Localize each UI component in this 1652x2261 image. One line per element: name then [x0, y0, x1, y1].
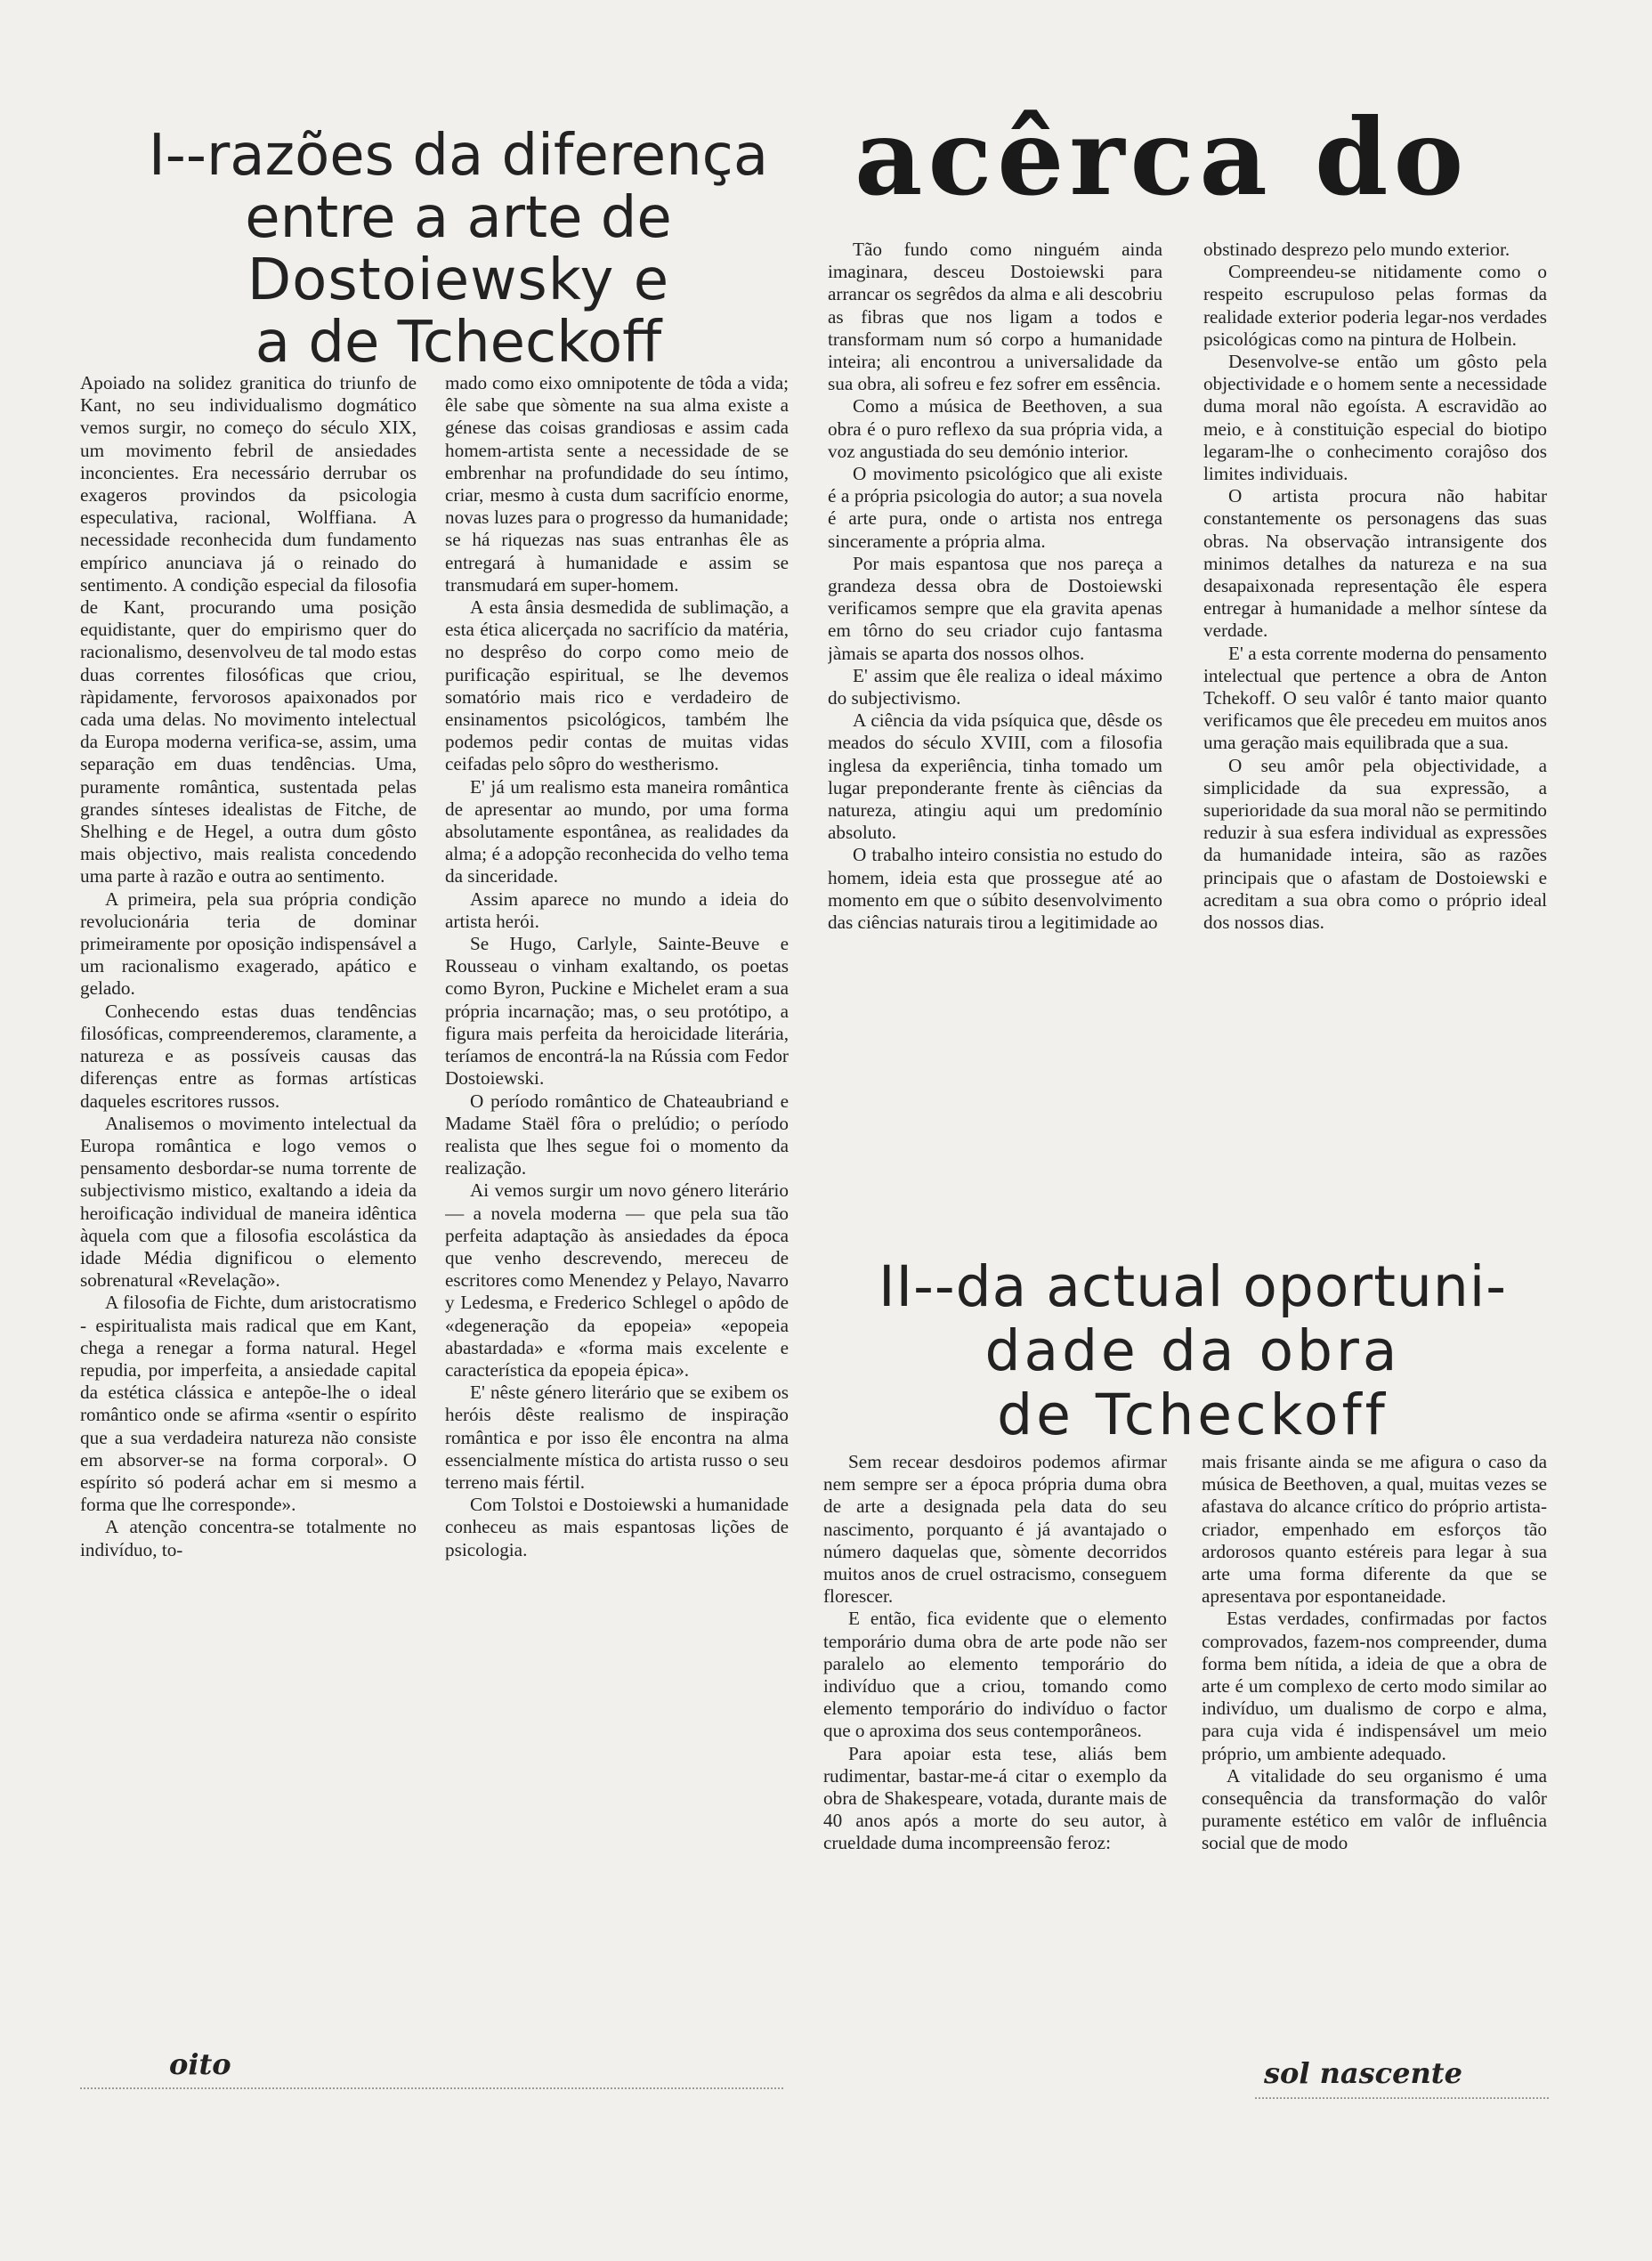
section-2-title-line-3: de Tcheckoff	[997, 1382, 1389, 1447]
paragraph: Desenvolve-se então um gôsto pela objectividade e o homem sente a necessidade duma moral não egoísta. A escravidão ao meio, e à constituição especial do biotipo legaram-lhe o conhecimento corajôso dos limites individuais.	[1203, 351, 1547, 485]
title-line-2: entre a arte de	[245, 185, 672, 251]
paragraph: Assim aparece no mundo a ideia do artista herói.	[445, 887, 789, 932]
text-column-6	[1202, 1451, 1547, 2030]
paragraph: O movimento psicológico que ali existe é a própria psicologia do autor; a sua novela é arte pura, onde o artista nos entrega sinceramente a própria alma.	[828, 463, 1162, 552]
paragraph: A primeira, pela sua própria condição revolucionária teria de dominar primeiramente por oposição indispensável a um racionalismo exagerado, apático e gelado.	[80, 887, 417, 1000]
text-column-4	[1203, 239, 1547, 1227]
paragraph: Com Tolstoi e Dostoiewski a humanidade conheceu as mais espantosas lições de psicologia.	[445, 1494, 789, 1560]
title-line-4: a de Tcheckoff	[255, 310, 662, 376]
paragraph: O período romântico de Chateaubriand e Madame Staël fôra o prelúdio; o período realista que lhes segue foi o momento da realização.	[445, 1090, 789, 1179]
paragraph: E' já um realismo esta maneira romântica de apresentar ao mundo, por uma forma absolutamente espontânea, as realidades da alma; é a adopção reconhecida do velho tema da sinceridade.	[445, 775, 789, 887]
title-line-1: I--razões da diferença	[148, 123, 769, 189]
text-column-5	[823, 1451, 1167, 2030]
text-column-3	[828, 239, 1162, 1227]
paragraph: A vitalidade do seu organismo é uma consequência da transformação do valôr puramente estético em valôr de influência social que de modo	[1202, 1764, 1547, 1854]
paragraph: A filosofia de Fichte, dum aristocratismo - espiritualista mais radical que em Kant, chega a renegar a forma natural. Hegel repudia, por imperfeita, a ansiedade capital da estética clássica e antepõe-lhe o ideal romântico onde se afirma «sentir o espírito que a sua verdadeira natureza não consiste em absorver-se na forma corporal». O espírito só poderá achar em si mesmo a forma que lhe corresponde».	[80, 1292, 417, 1516]
paragraph: Por mais espantosa que nos pareça a grandeza dessa obra de Dostoiewski verificamos sempre que ela gravita apenas em tôrno do seu criador cujo fantasma jàmais se aparta dos nossos olhos.	[828, 552, 1162, 664]
page-number-footer: oito	[169, 2047, 231, 2081]
paragraph: Tão fundo como ninguém ainda imaginara, desceu Dostoiewski para arrancar os segrêdos da alma e ali descobriu as fibras que nos ligam a todos e transformam num só corpo a humanidade inteira; ali encontrou a universalidade da sua obra, ali sofreu e fez sofrer em essência.	[828, 239, 1162, 395]
text-column-2	[445, 372, 789, 1957]
paragraph: mais frisante ainda se me afigura o caso da música de Beethoven, a qual, muitas vezes se afastava do alcance crítico do próprio artista-criador, empenhado em esforços tão ardorosos quanto estéreis para legar à sua arte uma forma diferente da que se apresentava por espontaneidade.	[1202, 1451, 1547, 1608]
paragraph: Para apoiar esta tese, aliás bem rudimentar, bastar-me-á citar o exemplo da obra de Shakespeare, votada, durante mais de 40 anos após a morte do seu autor, à crueldade duma incompreensão feroz:	[823, 1742, 1167, 1854]
paragraph: E então, fica evidente que o elemento temporário duma obra de arte pode não ser paralelo ao elemento temporário do indivíduo que a criou, tomando como elemento temporário do indivíduo o factor que o aproxima dos seus contemporâneos.	[823, 1608, 1167, 1742]
paragraph: Compreendeu-se nitidamente como o respeito escrupuloso pelas formas da realidade exterior poderia legar-nos verdades psicológicas como na pintura de Holbein.	[1203, 261, 1547, 350]
article-title-acerca-do: acêrca do	[854, 95, 1470, 219]
paragraph: A esta ânsia desmedida de sublimação, a esta ética alicerçada no sacrifício da matéria, no desprêso do corpo como meio de purificação espiritual, se lhe devemos somatório mais rico e verdadeiro de ensinamentos psicológicos, também lhe podemos pedir contas de muitas vidas ceifadas pelo sôpro do westherismo.	[445, 596, 789, 775]
paragraph: obstinado desprezo pelo mundo exterior.	[1203, 239, 1510, 260]
section-2-title-line-2: dade da obra	[984, 1318, 1401, 1383]
paragraph: Se Hugo, Carlyle, Sainte-Beuve e Rousseau o vinham exaltando, os poetas como Byron, Puckine e Michelet eram a sua própria incarnação; mas, o seu protótipo, a figura mais perfeita da heroicidade literária, teríamos de encontrá-la na Rússia com Fedor Dostoiewski.	[445, 933, 789, 1090]
magazine-name-footer: sol nascente	[1264, 2056, 1462, 2090]
text-column-1	[80, 372, 417, 2037]
paragraph: E' nêste género literário que se exibem os heróis dêste realismo de inspiração romântica e por isso êle encontra na alma essencialmente mística do artista russo o seu terreno mais fértil.	[445, 1382, 789, 1493]
paragraph: O artista procura não habitar constantemente os personagens das suas obras. Na observação intransigente dos minimos detalhes da natureza e na sua desapaixonada representação êle espera entregar à humanidade a melhor síntese da verdade.	[1203, 485, 1547, 642]
paragraph: A atenção concentra-se totalmente no indivíduo, to-	[80, 1516, 417, 1560]
title-line-3: Dostoiewsky e	[247, 247, 670, 313]
paragraph: Conhecendo estas duas tendências filosóficas, compreenderemos, claramente, a natureza e as possíveis causas das diferenças entre as formas artísticas daqueles escritores russos.	[80, 1000, 417, 1112]
paragraph: E' a esta corrente moderna do pensamento intelectual que pertence a obra de Anton Tchekoff. O seu valôr é tanto maior quanto verificamos que êle precedeu em muitos anos uma geração mais equilibrada que a sua.	[1203, 642, 1547, 754]
paragraph: Analisemos o movimento intelectual da Europa romântica e logo vemos o pensamento desbordar-se numa torrente de subjectivismo mistico, exaltando a ideia da heroificação individual de maneira idêntica àquela com que a filosofia escolástica da idade Média dignificou o elemento sobrenatural «Revelação».	[80, 1112, 417, 1292]
section-2-title-line-1: II--da actual oportuni-	[878, 1254, 1508, 1319]
paragraph: Estas verdades, confirmadas por factos comprovados, fazem-nos compreender, duma forma bem nítida, a ideia de que a obra de arte é um complexo de certo modo similar ao indivíduo, um dualismo de corpo e alma, para cuja vida é indispensável um meio próprio, um ambiente adequado.	[1202, 1608, 1547, 1764]
footer-rule-left	[80, 2087, 783, 2089]
article-title-part1	[116, 125, 801, 374]
paragraph: E' assim que êle realiza o ideal máximo do subjectivismo.	[828, 664, 1162, 709]
paragraph: O seu amôr pela objectividade, a simplicidade da sua expressão, a superioridade da sua moral não se permitindo reduzir à sua esfera individual as expressões da humanidade inteira, são as razões principais que o afastam de Dostoiewski e acreditam a sua obra como o próprio ideal dos nossos dias.	[1203, 754, 1547, 934]
section-2-title	[819, 1255, 1567, 1447]
paragraph: O trabalho inteiro consistia no estudo do homem, ideia esta que prossegue até ao momento em que o súbito desenvolvimento das ciências naturais tirou a legitimidade ao	[828, 844, 1162, 934]
paragraph: Sem recear desdoiros podemos afirmar nem sempre ser a época própria duma obra de arte a designada pela data do seu nascimento, porquanto é já avantajado o número daquelas que, sòmente decorridos muitos anos de cruel ostracismo, conseguem florescer.	[823, 1451, 1167, 1608]
paragraph: Ai vemos surgir um novo género literário — a novela moderna — que pela sua tão perfeita adaptação às ansiedades da época que venho descrevendo, mereceu de escritores como Menendez y Pelayo, Navarro y Ledesma, e Frederico Schlegel o apôdo de «degeneração da epopeia» «epopeia abastardada» e «forma mais excelente e característica da epopeia épica».	[445, 1179, 789, 1381]
paragraph: mado como eixo omnipotente de tôda a vida; êle sabe que sòmente na sua alma existe a génese das coisas grandiosas e assim cada homem-artista sente a necessidade de se embrenhar na profundidade do seu íntimo, criar, mesmo à custa dum sacrifício enorme, novas luzes para o progresso da humanidade; se há riquezas nas suas entranhas êle as entregará à humanidade e assim se transmudará em super-homem.	[445, 372, 789, 596]
paragraph: A ciência da vida psíquica que, dêsde os meados do século XVIII, com a filosofia inglesa da experiência, tinha tomado um lugar preponderante frente às ciências da natureza, atingiu aqui um predomínio absoluto.	[828, 709, 1162, 844]
paragraph: Apoiado na solidez granitica do triunfo de Kant, no seu individualismo dogmático vemos surgir, no começo do século XIX, um movimento febril de ansiedades inconcientes. Era necessário derrubar os exageros provindos da psicologia especulativa, racional, Wolffiana. A necessidade reconhecida dum fundamento empírico anunciava já o reinado do sentimento. A condição especial da filosofia de Kant, procurando uma posição equidistante, quer do empirismo quer do racionalismo, desenvolveu de tal modo estas duas correntes filosóficas que criou, ràpidamente, fervorosos apaixonados por cada uma delas. No movimento intelectual da Europa moderna verifica-se, assim, uma separação em duas tendências. Uma, puramente romântica, sustentada pelas grandes sínteses idealistas de Fitche, de Shelhing e de Hegel, a outra dum gôsto mais objectivo, mais realista concedendo uma parte à razão e outra ao sentimento.	[80, 372, 417, 887]
paragraph: Como a música de Beethoven, a sua obra é o puro reflexo da sua própria vida, a voz angustiada do seu demónio interior.	[828, 395, 1162, 462]
footer-rule-right	[1255, 2097, 1549, 2099]
